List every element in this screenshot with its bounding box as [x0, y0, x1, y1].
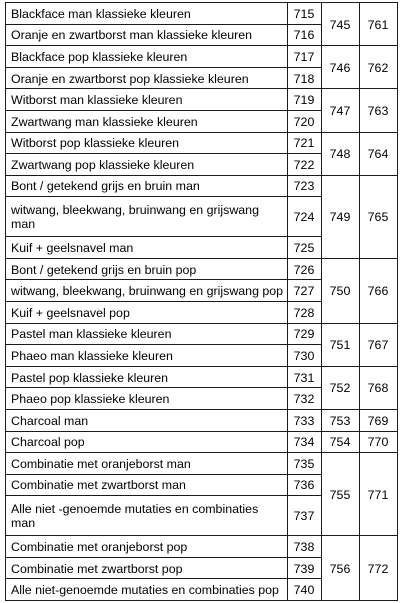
mutation-label: Charcoal man [11, 413, 89, 428]
row-divider [5, 557, 322, 558]
class-number: 733 [293, 413, 315, 428]
group-code-1: 752 [329, 381, 351, 396]
group-code-2: 761 [367, 17, 389, 32]
mutation-label: Bont / getekend grijs en bruin man [11, 179, 200, 194]
group-divider [5, 132, 398, 133]
mutation-label: Combinatie met zwartborst pop [11, 561, 183, 576]
row-divider [5, 279, 322, 280]
group-code-1: 749 [329, 210, 351, 225]
group-code-2: 769 [367, 413, 389, 428]
group-divider [5, 452, 398, 453]
class-number: 732 [293, 392, 315, 407]
mutation-label: Pastel pop klassieke kleuren [11, 370, 169, 385]
group-code-2: 762 [367, 60, 389, 75]
mutation-label: Zwartwang pop klassieke kleuren [11, 157, 195, 172]
row-divider [5, 236, 322, 237]
column-border-0 [5, 2, 6, 601]
class-number: 729 [293, 327, 315, 342]
class-number: 728 [293, 305, 315, 320]
mutation-label: Witborst man klassieke kleuren [11, 93, 183, 108]
table-border-top [5, 2, 398, 3]
class-number: 740 [293, 583, 315, 598]
group-divider [5, 45, 398, 46]
group-code-2: 764 [367, 147, 389, 162]
row-divider [5, 196, 322, 197]
class-number: 735 [293, 456, 315, 471]
group-divider [5, 323, 398, 324]
group-divider [5, 175, 398, 176]
mutation-label: Kuif + geelsnavel pop [11, 305, 130, 320]
mutation-label: Charcoal pop [11, 435, 85, 450]
group-code-1: 748 [329, 147, 351, 162]
group-code-2: 771 [367, 487, 389, 502]
group-divider [5, 409, 398, 410]
class-number: 720 [293, 114, 315, 129]
class-number: 730 [293, 348, 315, 363]
class-number: 715 [293, 6, 315, 21]
group-code-1: 754 [329, 435, 351, 450]
group-divider [5, 88, 398, 89]
group-code-2: 770 [367, 435, 389, 450]
column-border-2 [321, 2, 322, 601]
group-code-2: 772 [367, 561, 389, 576]
class-number: 736 [293, 478, 315, 493]
group-divider [5, 431, 398, 432]
row-divider [5, 153, 322, 154]
row-divider [5, 110, 322, 111]
mutation-label: Kuif + geelsnavel man [11, 241, 134, 256]
group-code-2: 766 [367, 284, 389, 299]
group-divider [5, 258, 398, 259]
row-divider [5, 495, 322, 496]
class-number: 723 [293, 179, 315, 194]
column-border-4 [397, 2, 398, 601]
row-divider [5, 474, 322, 475]
class-number: 734 [293, 435, 315, 450]
mutation-label: Combinatie met zwartborst man [11, 478, 186, 493]
class-number: 727 [293, 284, 315, 299]
row-divider [5, 24, 322, 25]
mutation-label: Phaeo man klassieke kleuren [11, 348, 173, 363]
mutation-label: Alle niet -genoemde mutaties en combinaties [11, 502, 259, 517]
group-code-1: 745 [329, 17, 351, 32]
column-border-1 [287, 2, 288, 601]
mutation-label: Blackface pop klassieke kleuren [11, 49, 188, 64]
class-number: 738 [293, 540, 315, 555]
row-divider [5, 67, 322, 68]
mutation-label: Blackface man klassieke kleuren [11, 6, 191, 21]
group-divider [5, 366, 398, 367]
mutation-label: man [11, 516, 36, 531]
class-number: 722 [293, 157, 315, 172]
class-number: 739 [293, 561, 315, 576]
row-divider [5, 344, 322, 345]
class-number: 737 [293, 509, 315, 524]
group-code-1: 751 [329, 338, 351, 353]
mutation-label: Zwartwang man klassieke kleuren [11, 114, 198, 129]
group-code-2: 763 [367, 103, 389, 118]
mutation-label: Oranje en zwartborst pop klassieke kleuren [11, 71, 249, 86]
group-divider [5, 600, 398, 601]
group-code-2: 767 [367, 338, 389, 353]
group-code-1: 753 [329, 413, 351, 428]
row-divider [5, 578, 322, 579]
group-divider [5, 535, 398, 536]
class-number: 731 [293, 370, 315, 385]
mutation-label: Witborst pop klassieke kleuren [11, 136, 180, 151]
class-number: 716 [293, 28, 315, 43]
row-divider [5, 387, 322, 388]
group-code-1: 747 [329, 103, 351, 118]
class-number: 717 [293, 49, 315, 64]
mutation-label: Combinatie met oranjeborst man [11, 456, 191, 471]
class-number: 718 [293, 71, 315, 86]
mutation-label: witwang, bleekwang, bruinwang en grijswang [11, 203, 259, 218]
class-number: 719 [293, 93, 315, 108]
row-divider [5, 301, 322, 302]
group-code-1: 746 [329, 60, 351, 75]
group-code-1: 750 [329, 284, 351, 299]
class-number: 724 [293, 210, 315, 225]
class-number: 721 [293, 136, 315, 151]
class-number: 726 [293, 262, 315, 277]
group-code-2: 768 [367, 381, 389, 396]
mutation-label: Oranje en zwartborst man klassieke kleuren [11, 28, 253, 43]
mutation-label: witwang, bleekwang, bruinwang en grijswang pop [11, 284, 284, 299]
mutation-label: man [11, 217, 36, 232]
mutation-label: Combinatie met oranjeborst pop [11, 540, 188, 555]
group-code-1: 756 [329, 561, 351, 576]
mutation-label: Alle niet-genoemde mutaties en combinaties pop [11, 583, 279, 598]
group-code-2: 765 [367, 210, 389, 225]
mutation-label: Bont / getekend grijs en bruin pop [11, 262, 197, 277]
mutation-label: Pastel man klassieke kleuren [11, 327, 172, 342]
group-code-1: 755 [329, 487, 351, 502]
column-border-3 [359, 2, 360, 601]
class-number: 725 [293, 241, 315, 256]
mutation-label: Phaeo pop klassieke kleuren [11, 392, 170, 407]
